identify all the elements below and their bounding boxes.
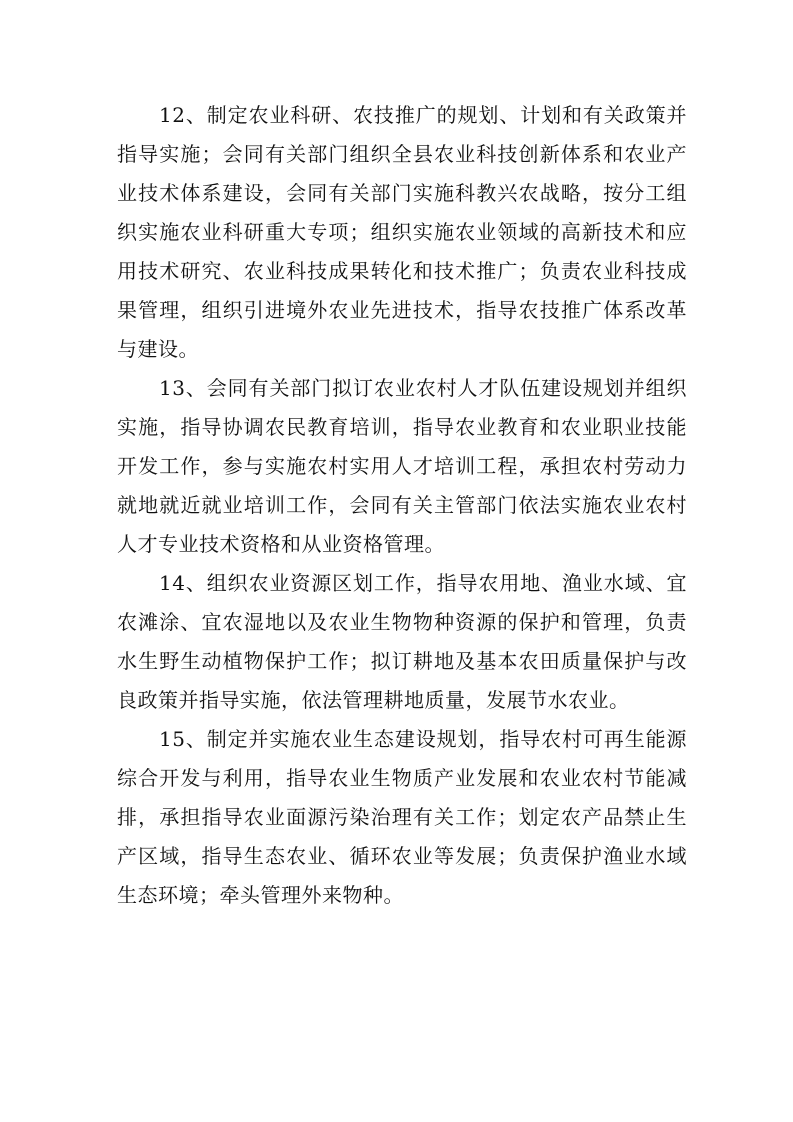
document-body [117,96,687,915]
paragraph-14: 14、组织农业资源区划工作，指导农用地、渔业水域、宜农滩涂、宜农湿地以及农业生物物种资源的保护和管理，负责水生野生动植物保护工作；拟订耕地及基本农田质量保护与改良政策并指导实施，依法管理耕地质量，发展节水农业。 [117,571,687,712]
paragraph-15: 15、制定并实施农业生态建设规划，指导农村可再生能源综合开发与利用，指导农业生物质产业发展和农业农村节能减排，承担指导农业面源污染治理有关工作；划定农产品禁止生产区域，指导生态农业、循环农业等发展；负责保护渔业水域生态环境；牵头管理外来物种。 [117,727,687,907]
paragraph-12: 12、制定农业科研、农技推广的规划、计划和有关政策并指导实施；会同有关部门组织全县农业科技创新体系和农业产业技术体系建设，会同有关部门实施科教兴农战略，按分工组织实施农业科研重大专项；组织实施农业领域的高新技术和应用技术研究、农业科技成果转化和技术推广；负责农业科技成果管理，组织引进境外农业先进技术，指导农技推广体系改革与建设。 [117,103,687,361]
paragraph-13: 13、会同有关部门拟订农业农村人才队伍建设规划并组织实施，指导协调农民教育培训，指导农业教育和农业职业技能开发工作，参与实施农村实用人才培训工程，承担农村劳动力就地就近就业培训工作，会同有关主管部门依法实施农业农村人才专业技术资格和从业资格管理。 [117,376,687,556]
